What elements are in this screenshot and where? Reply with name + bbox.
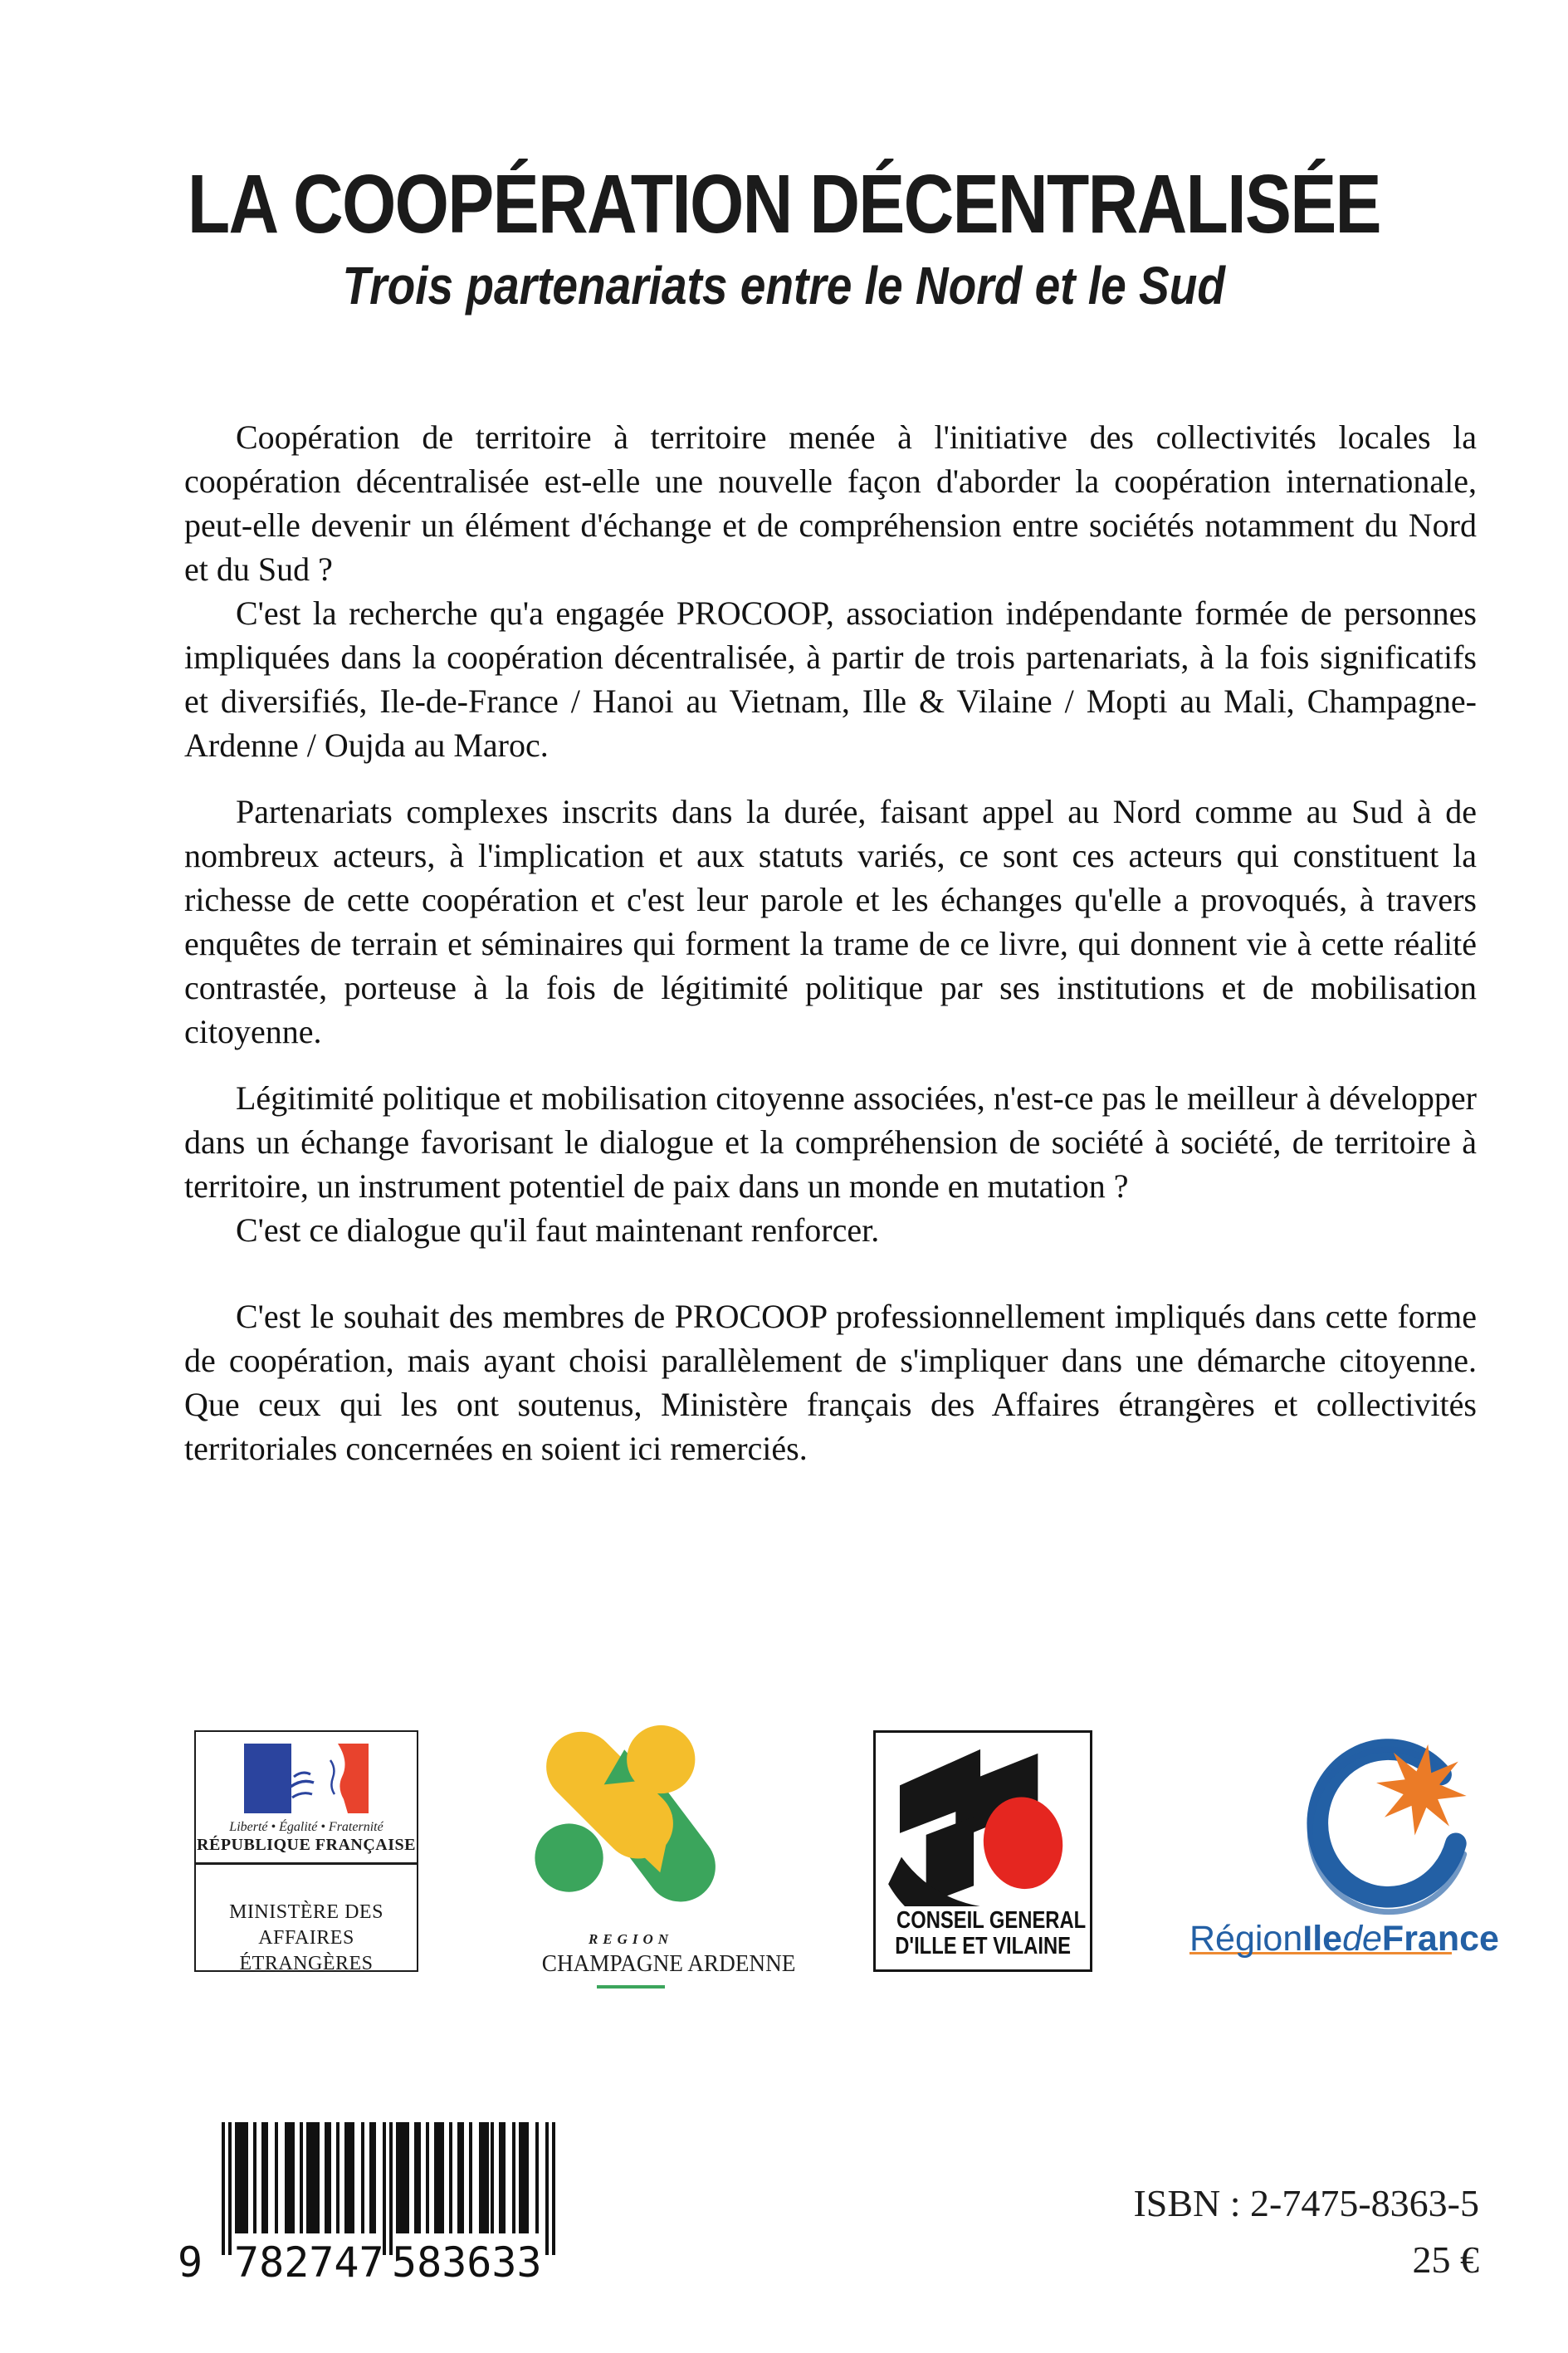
conseil-general-line2: D'ILLE ET VILAINE <box>895 1933 1072 1959</box>
champagne-region-label: REGION <box>588 1931 674 1947</box>
republic-motto: Liberté • Égalité • Fraternité <box>229 1820 383 1834</box>
paragraph-3: Partenariats complexes inscrits dans la durée, faisant appel au Nord comme au Sud à de nombreux acteurs, à l'implication et aux statuts variés, ce sont ces acteurs qui constituent la richesse de cette coopération et c'est leur parole et les échanges qu'elle a provoqués, à travers enquêtes de terrain et séminaires qui forment la trame de ce livre, qui donnent vie à cette réalité contrastée, porteuse à la fois de légitimité politique par ses institutions et de mobilisation citoyenne. <box>184 793 1477 1050</box>
ministry-name <box>196 1865 417 1977</box>
book-subtitle <box>0 256 1568 316</box>
conseil-general-ille-vilaine-logo <box>873 1730 1092 1972</box>
barcode-digit-first: 9 <box>178 2238 203 2287</box>
isbn-text: ISBN : 2-7475-8363-5 <box>1133 2182 1479 2224</box>
conseil-general-text <box>876 1908 1090 1959</box>
champagne-ardenne-ribbons-icon <box>534 1721 728 1920</box>
champagne-region-name: CHAMPAGNE ARDENNE <box>541 1950 796 1977</box>
paragraph-2: C'est la recherche qu'a engagée PROCOOP, association indépendante formée de personnes impliquées dans la coopération décentralisée, à partir de trois partenariats, à la fois significatifs et diversifiés, Ile-de-France / Hanoi au Vietnam, Ille & Vilaine / Mopti au Mali, Champagne-Ardenne / Oujda au Maroc. <box>184 594 1477 764</box>
ile-de-france-logo <box>1189 1735 1499 1959</box>
barcode-digits-left: 782747 <box>234 2238 384 2287</box>
paragraph-1: Coopération de territoire à territoire menée à l'initiative des collectivités locales la coopération décentralisée est-elle une nouvelle façon d'aborder la coopération internationale, peut-elle devenir un élément d'échange et de compréhension entre sociétés notamment du Nord et du Sud ? <box>184 418 1477 588</box>
conseil-general-line1: CONSEIL GENERAL <box>896 1907 1087 1934</box>
ministry-name-line2: ÉTRANGÈRES <box>239 1953 374 1974</box>
back-cover-text <box>184 415 1477 1470</box>
barcode <box>174 2122 573 2292</box>
barcode-digits-right: 583633 <box>392 2238 542 2287</box>
paragraph-4: Légitimité politique et mobilisation citoyenne associées, n'est-ce pas le meilleur à développer dans un échange favorisant le dialogue et la compréhension de société à société, de territoire à territoire, un instrument potentiel de paix dans un monde en mutation ? <box>184 1079 1477 1205</box>
french-republic-block <box>196 1732 417 1865</box>
republic-name: RÉPUBLIQUE FRANÇAISE <box>197 1836 416 1854</box>
ile-de-france-wordmark: RégionIledeFrance <box>1189 1919 1499 1959</box>
conseil-general-mark-icon <box>876 1738 1090 1906</box>
paragraph-6: C'est le souhait des membres de PROCOOP professionnellement impliqués dans cette forme de coopération, mais ayant choisi parallèlement de s'impliquer dans une démarche citoyenne. Que ceux qui les ont soutenus, Ministère français des Affaires étrangères et collectivités territoriales concernées en soient ici remerciés. <box>184 1298 1477 1467</box>
page-title <box>0 158 1568 251</box>
price-text: 25 € <box>1412 2238 1479 2281</box>
ministry-foreign-affairs-logo <box>194 1730 418 1972</box>
paragraph-5: C'est ce dialogue qu'il faut maintenant renforcer. <box>236 1211 880 1249</box>
champagne-green-rule <box>597 1985 665 1989</box>
champagne-ardenne-logo <box>534 1721 796 1989</box>
ministry-name-line1: MINISTÈRE DES AFFAIRES <box>229 1901 383 1949</box>
ile-de-france-swirl-star-icon <box>1279 1735 1484 1928</box>
book-title-text: LA COOPÉRATION DÉCENTRALISÉE <box>187 158 1381 251</box>
french-republic-flag-icon <box>244 1744 369 1813</box>
book-subtitle-text: Trois partenariats entre le Nord et le Sud <box>342 256 1226 316</box>
isbn-price-block <box>1133 2175 1479 2288</box>
